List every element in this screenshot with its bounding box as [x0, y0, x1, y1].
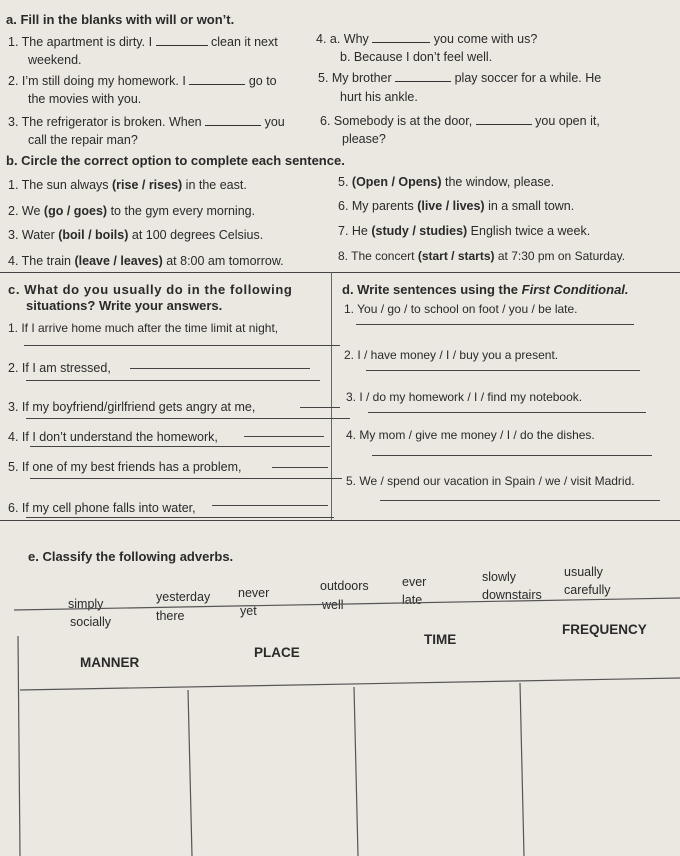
- adverb-socially[interactable]: socially: [70, 615, 111, 629]
- a-q5-blank[interactable]: [395, 70, 451, 82]
- table-col-line-2: [354, 687, 358, 856]
- adverb-never[interactable]: never: [238, 586, 270, 600]
- d-question-4: 4. My mom / give me money / I / do the dishes.: [346, 428, 595, 442]
- b-s4-options[interactable]: (leave / leaves): [74, 254, 163, 268]
- c-question-4: 4. If I don’t understand the homework,: [8, 430, 218, 444]
- b-s7-post: English twice a week.: [467, 224, 591, 238]
- table-header-line: [20, 678, 680, 690]
- table-col-line-1: [188, 690, 192, 856]
- section-d-title-em: First Conditional.: [521, 282, 629, 297]
- d-question-3: 3. I / do my homework / I / find my notebook.: [346, 390, 583, 404]
- adverb-simply[interactable]: simply: [68, 597, 104, 611]
- a-q2-cont: the movies with you.: [28, 92, 142, 106]
- section-b-title: b. Circle the correct option to complete each sentence.: [6, 153, 345, 168]
- b-s5-options[interactable]: (Open / Opens): [351, 175, 442, 189]
- c-question-2: 2. If I am stressed,: [8, 361, 111, 375]
- c-question-3: 3. If my boyfriend/girlfriend gets angry at me,: [8, 400, 256, 414]
- b-s5-post: the window, please.: [441, 175, 555, 189]
- a-q1-cont: weekend.: [28, 53, 82, 67]
- a-q2-blank[interactable]: [189, 73, 245, 85]
- a-question-1: [8, 34, 278, 49]
- c-answer-line-2a[interactable]: [130, 368, 310, 369]
- b-sentence-4: [8, 254, 284, 268]
- b-sentence-7: [338, 224, 590, 238]
- d-question-2: 2. I / have money / I / buy you a present.: [344, 348, 559, 362]
- adverb-yet[interactable]: yet: [240, 604, 257, 618]
- a-q5-cont: hurt his ankle.: [340, 90, 418, 104]
- c-answer-line-3b[interactable]: [26, 418, 350, 419]
- b-s8-options[interactable]: (start / starts): [417, 249, 495, 263]
- section-d-title-text: d. Write sentences using the: [342, 282, 522, 297]
- adverb-yesterday[interactable]: yesterday: [156, 590, 211, 604]
- b-s7-pre: 7. He: [338, 224, 372, 238]
- adverb-carefully[interactable]: carefully: [564, 583, 611, 597]
- adverb-ever[interactable]: ever: [402, 575, 427, 589]
- b-s6-pre: 6. My parents: [338, 199, 418, 213]
- d-answer-line-1[interactable]: [356, 324, 634, 325]
- col-header-manner: MANNER: [80, 655, 140, 670]
- a-question-4: [316, 31, 537, 46]
- c-answer-line-5a[interactable]: [272, 467, 328, 468]
- a-q1-blank[interactable]: [156, 34, 208, 46]
- col-header-place: PLACE: [254, 645, 300, 660]
- b-sentence-8: [338, 249, 625, 263]
- a-q4-text2: you come with us?: [433, 32, 538, 46]
- section-divider-bottom: [0, 520, 680, 521]
- a-q6-text: 6. Somebody is at the door,: [320, 114, 473, 128]
- col-header-time: TIME: [424, 632, 457, 647]
- section-c-subtitle: situations? Write your answers.: [26, 298, 223, 313]
- a-q3-text: 3. The refrigerator is broken. When: [8, 115, 202, 129]
- section-c-d-divider: [331, 272, 332, 520]
- section-d-title: [342, 283, 629, 297]
- a-q4-text: 4. a. Why: [316, 32, 369, 46]
- a-q3-blank[interactable]: [205, 114, 261, 126]
- adverb-there[interactable]: there: [156, 609, 185, 623]
- a-q6-text2: you open it,: [535, 114, 600, 128]
- b-sentence-6: [338, 199, 574, 213]
- d-answer-line-5[interactable]: [380, 500, 660, 501]
- b-s1-pre: 1. The sun always: [8, 178, 112, 192]
- a-question-2: [8, 73, 277, 88]
- c-answer-line-5b[interactable]: [30, 478, 342, 479]
- c-answer-line-1[interactable]: [24, 345, 340, 346]
- b-sentence-5: [338, 175, 554, 189]
- d-answer-line-3[interactable]: [368, 412, 646, 413]
- c-question-1: 1. If I arrive home much after the time limit at night,: [8, 321, 279, 335]
- b-s3-options[interactable]: (boil / boils): [58, 228, 129, 242]
- a-q5-text2: play soccer for a while. He: [454, 71, 602, 85]
- c-question-5: 5. If one of my best friends has a problem,: [8, 460, 242, 474]
- b-sentence-1: [8, 178, 247, 192]
- b-s5-pre: 5.: [338, 175, 352, 189]
- a-q1-text: 1. The apartment is dirty. I: [8, 35, 153, 49]
- a-q4-cont: b. Because I don’t feel well.: [340, 50, 493, 64]
- adverb-late[interactable]: late: [402, 593, 423, 607]
- a-question-6: [320, 113, 600, 128]
- b-sentence-3: [8, 228, 263, 242]
- d-answer-line-2[interactable]: [366, 370, 640, 371]
- c-answer-line-6a[interactable]: [212, 505, 328, 506]
- a-q2-text: 2. I’m still doing my homework. I: [8, 74, 186, 88]
- section-c-title: c. What do you usually do in the following: [8, 282, 293, 297]
- b-s7-options[interactable]: (study / studies): [371, 224, 468, 238]
- section-e-title: e. Classify the following adverbs.: [28, 549, 234, 564]
- b-s6-post: in a small town.: [484, 199, 575, 213]
- c-answer-line-4a[interactable]: [244, 436, 324, 437]
- b-s1-post: in the east.: [182, 178, 247, 192]
- table-col-line-3: [520, 683, 524, 856]
- a-q4-blank[interactable]: [372, 31, 430, 43]
- adverb-outdoors[interactable]: outdoors: [320, 579, 369, 593]
- a-q6-cont: please?: [342, 132, 386, 146]
- a-q2-text2: go to: [248, 74, 277, 88]
- a-q3-text2: you: [264, 115, 285, 129]
- b-s2-post: to the gym every morning.: [107, 204, 256, 218]
- b-s4-post: at 8:00 am tomorrow.: [162, 254, 284, 268]
- b-s2-options[interactable]: (go / goes): [43, 204, 108, 218]
- b-s3-post: at 100 degrees Celsius.: [128, 228, 264, 242]
- col-header-frequency: FREQUENCY: [562, 622, 647, 637]
- b-s8-pre: 8. The concert: [338, 249, 418, 263]
- c-answer-line-2b[interactable]: [26, 380, 320, 381]
- b-s6-options[interactable]: (live / lives): [417, 199, 485, 213]
- adverb-slowly[interactable]: slowly: [482, 570, 517, 584]
- table-top-border: [14, 598, 680, 610]
- adverb-downstairs[interactable]: downstairs: [482, 588, 542, 602]
- b-s4-pre: 4. The train: [8, 254, 75, 268]
- a-q5-text: 5. My brother: [318, 71, 392, 85]
- a-q3-cont: call the repair man?: [28, 133, 138, 147]
- a-question-5: [318, 70, 601, 85]
- adverb-usually[interactable]: usually: [564, 565, 603, 579]
- c-question-6: 6. If my cell phone falls into water,: [8, 501, 196, 515]
- adverb-well[interactable]: well: [322, 598, 344, 612]
- b-sentence-2: [8, 204, 255, 218]
- a-q6-blank[interactable]: [476, 113, 532, 125]
- section-a-title: a. Fill in the blanks with will or won’t.: [6, 12, 235, 27]
- table-left-edge: [18, 636, 20, 856]
- b-s2-pre: 2. We: [8, 204, 44, 218]
- c-answer-line-3a[interactable]: [300, 407, 340, 408]
- d-question-5: 5. We / spend our vacation in Spain / we / visit Madrid.: [346, 474, 635, 488]
- d-question-1: 1. You / go / to school on foot / you / be late.: [344, 302, 578, 316]
- a-question-3: [8, 114, 285, 129]
- d-answer-line-4[interactable]: [372, 455, 652, 456]
- c-answer-line-6b[interactable]: [26, 517, 334, 518]
- b-s3-pre: 3. Water: [8, 228, 59, 242]
- section-divider-top: [0, 272, 680, 273]
- b-s8-post: at 7:30 pm on Saturday.: [494, 249, 626, 263]
- c-answer-line-4b[interactable]: [30, 446, 330, 447]
- b-s1-options[interactable]: (rise / rises): [112, 178, 183, 192]
- a-q1-text2: clean it next: [211, 35, 278, 49]
